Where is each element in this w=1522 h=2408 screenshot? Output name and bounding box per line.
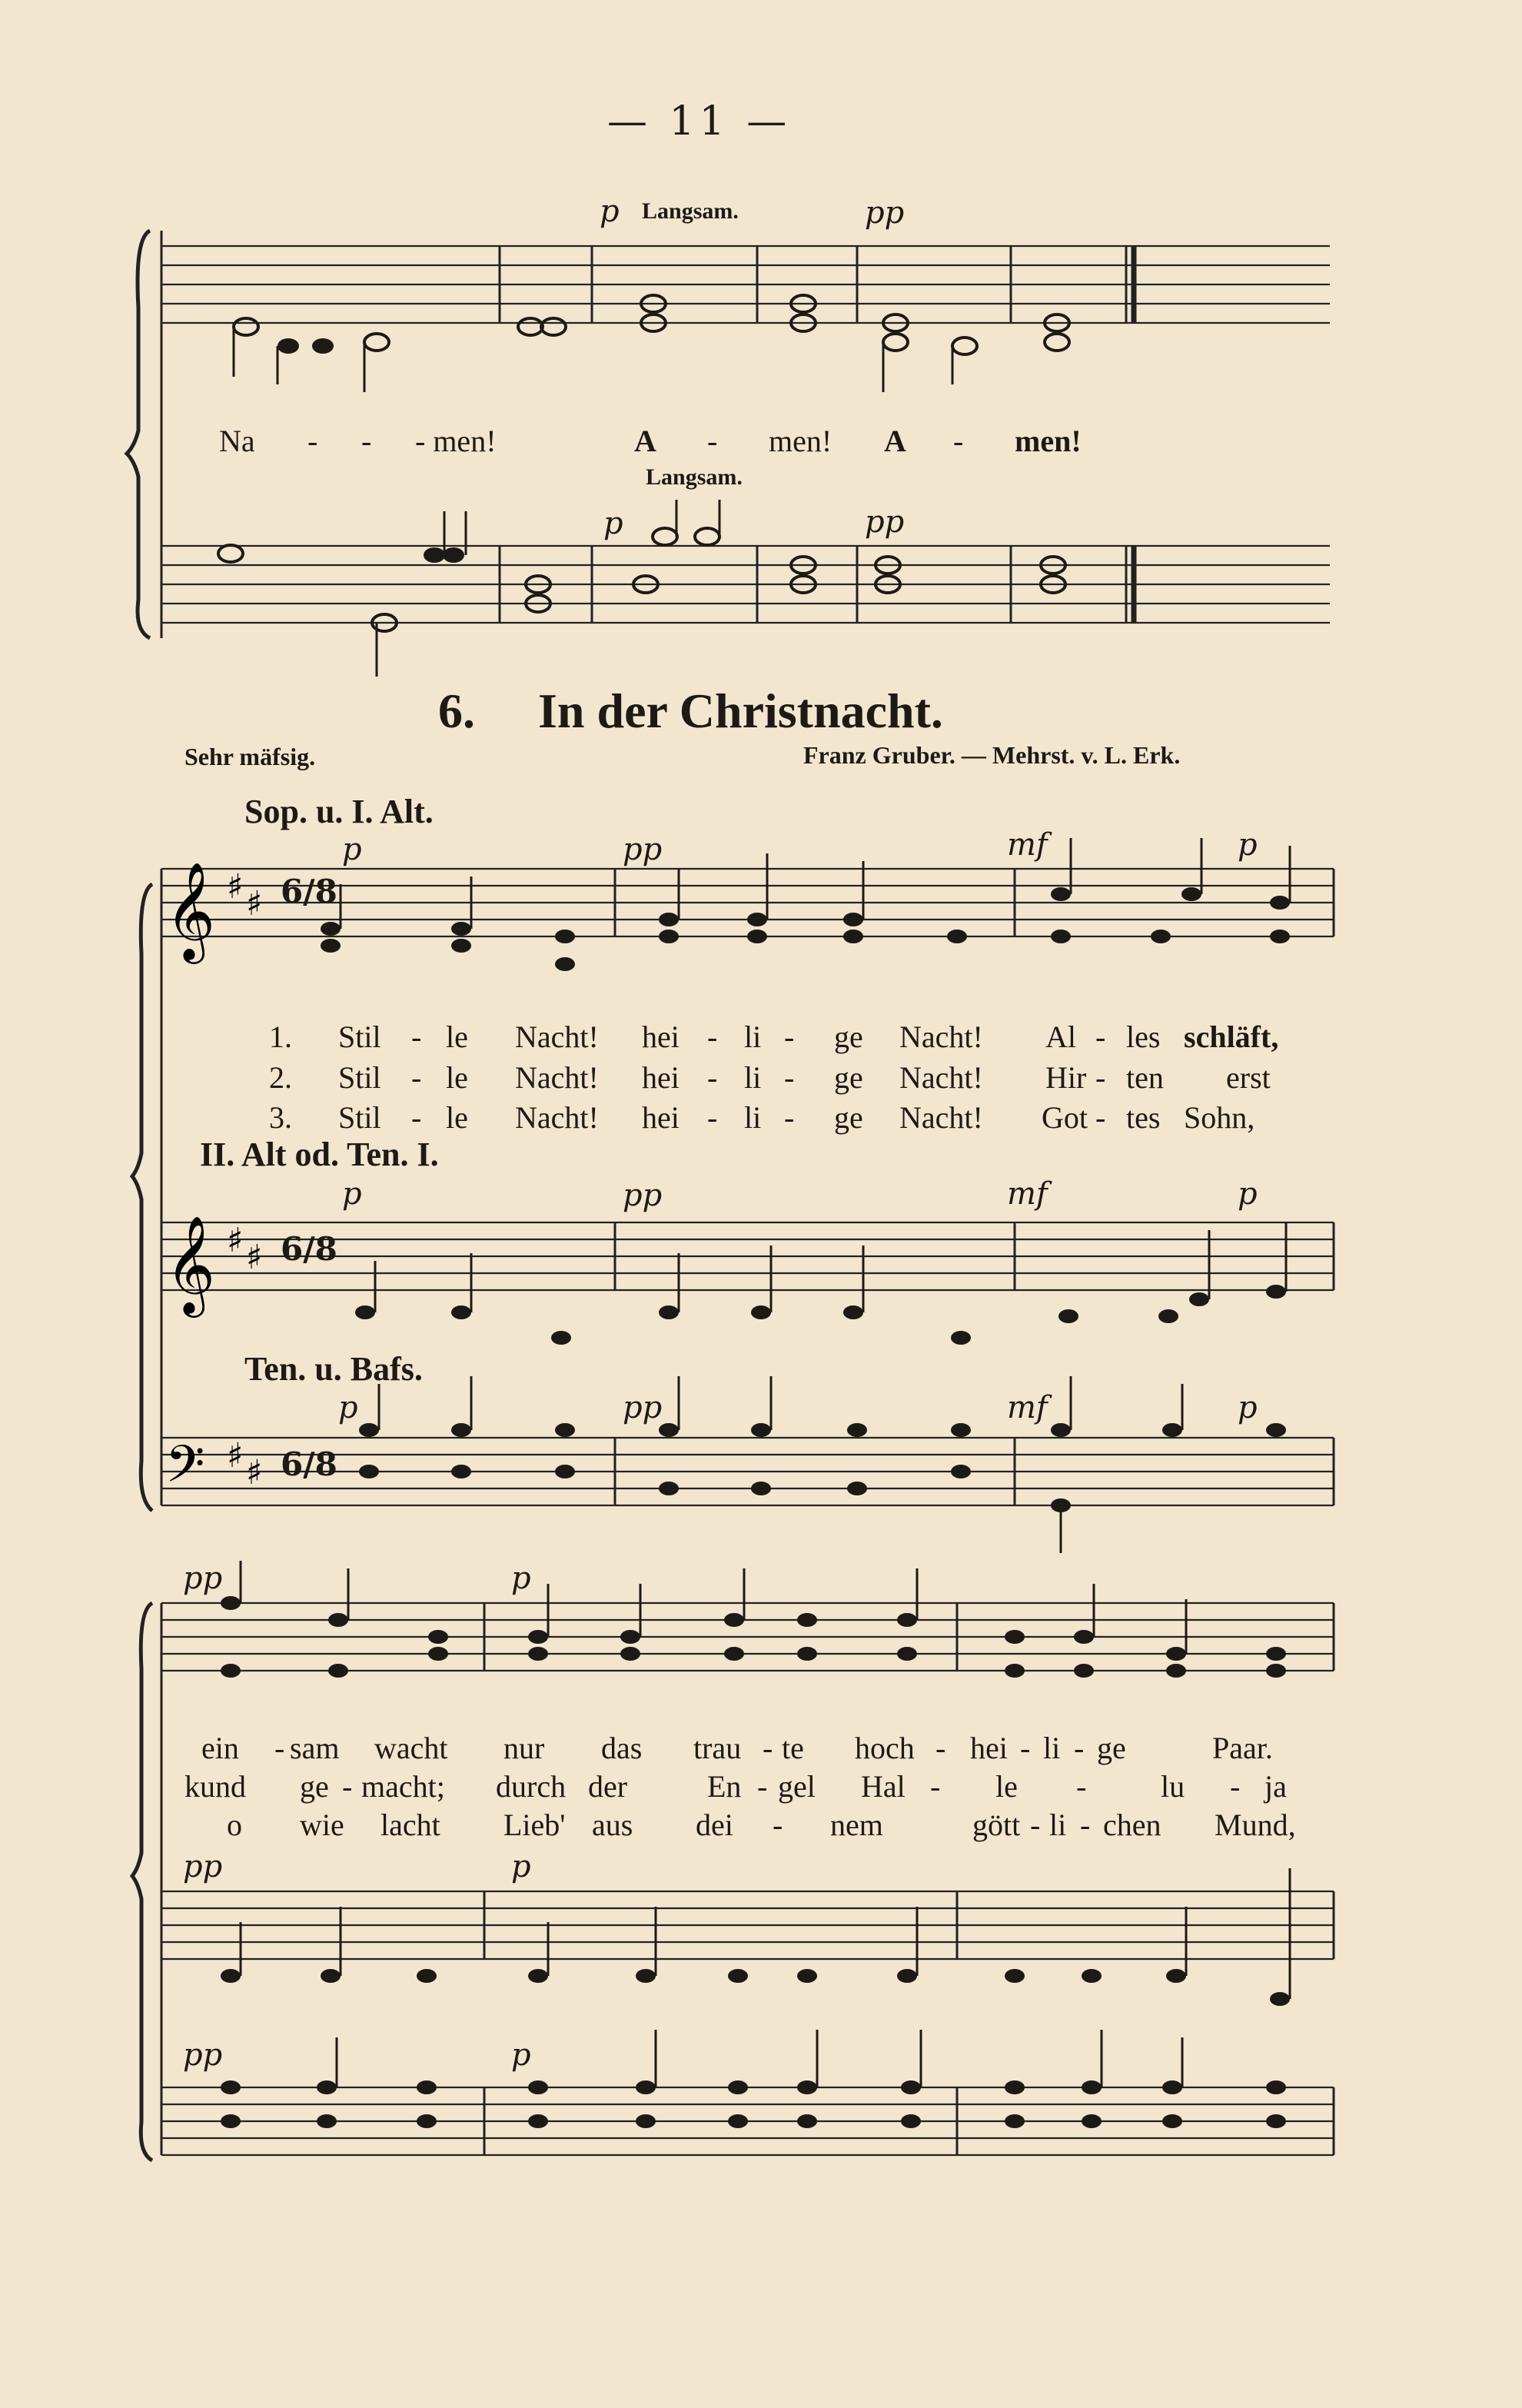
amen-brace	[127, 231, 150, 638]
sys2-mid-staff	[161, 1891, 1334, 1959]
time-signature-low: 6/8	[281, 1445, 337, 1483]
sys1-mid-dyn-2: mf	[1007, 1176, 1048, 1212]
sys2-brace	[132, 1603, 152, 2160]
voice-label-lower: Ten. u. Bafs.	[244, 1350, 423, 1388]
page-number: — 11 —	[607, 98, 792, 145]
svg-text:♯: ♯	[227, 1436, 244, 1475]
song-title: In der Christnacht.	[538, 683, 943, 738]
time-signature-mid: 6/8	[281, 1230, 337, 1268]
sys1-low-notes	[359, 1376, 1286, 1553]
composer-credit: Franz Gruber. — Mehrst. v. L. Erk.	[803, 741, 1181, 769]
sys2-top-dyn-1: p	[511, 1561, 531, 1596]
sys1-low-dyn-3: p	[1238, 1390, 1258, 1425]
sys2-mid-dyn-0: pp	[183, 1849, 223, 1884]
verse2-line2: kund ge - macht; durch der En - gel Hal - le - lu - ja	[184, 1769, 1287, 1804]
verse3-line1: 3. Stil - le Nacht! hei - li - ge Nacht! Got - tes Sohn,	[269, 1100, 1255, 1135]
amen-lyric-2: -	[361, 424, 372, 458]
amen-lyric-4: A	[634, 424, 656, 458]
sys2-low-dyn-1: p	[511, 2037, 531, 2073]
sys1-top-dyn-2: mf	[1007, 827, 1048, 863]
svg-text:♯: ♯	[246, 1453, 263, 1492]
amen-lyric-5: -	[707, 424, 718, 458]
svg-text:♯: ♯	[227, 1221, 244, 1260]
sys1-mid-notes	[355, 1222, 1286, 1345]
svg-text:♯: ♯	[246, 884, 263, 923]
svg-text:♯: ♯	[246, 1238, 263, 1277]
amen-lyric-1: -	[307, 424, 318, 458]
amen-lyric-7: A	[884, 424, 906, 458]
sys2-mid-notes	[221, 1868, 1290, 2006]
amen-tempo-upper: Langsam.	[642, 198, 739, 224]
amen-dynamic-pp-lower: pp	[865, 504, 905, 540]
amen-tempo-lower: Langsam.	[646, 464, 743, 490]
sys1-low-dyn-1: pp	[623, 1390, 663, 1425]
treble-clef-1: 𝄞	[165, 861, 216, 960]
sys1-brace	[132, 884, 152, 1511]
time-signature-top: 6/8	[281, 873, 337, 910]
amen-dynamic-pp-upper: pp	[865, 195, 905, 231]
amen-dynamic-p-lower: p	[603, 506, 623, 541]
sys1-top-dyn-1: pp	[623, 832, 663, 867]
treble-clef-2: 𝄞	[165, 1215, 216, 1313]
sys1-low-dyn-2: mf	[1007, 1390, 1048, 1425]
sys1-top-dyn-3: p	[1238, 827, 1258, 863]
verse1-line2: ein - sam wacht nur das trau - te hoch - hei - li - ge Paar.	[201, 1731, 1273, 1765]
amen-lyric-8: -	[953, 424, 964, 458]
verse1-line1: 1. Stil - le Nacht! hei - li - ge Nacht! Al - les schläft,	[269, 1019, 1279, 1054]
sys2-mid-dyn-1: p	[511, 1849, 531, 1884]
verse2-line1: 2. Stil - le Nacht! hei - li - ge Nacht! Hir - ten erst	[269, 1060, 1271, 1095]
amen-lower-notes	[218, 500, 1065, 677]
verse3-line2: o wie lacht Lieb' aus dei - nem gött - li - chen Mund,	[227, 1808, 1296, 1842]
amen-lyric-0: Na	[219, 424, 255, 458]
amen-lyric-9: men!	[1015, 424, 1082, 458]
sys1-top-notes	[321, 838, 1290, 971]
sys2-low-notes	[221, 2030, 1286, 2128]
sys1-mid-dyn-0: p	[342, 1176, 362, 1212]
sys1-mid-dyn-3: p	[1238, 1176, 1258, 1212]
sys2-low-dyn-0: pp	[183, 2037, 223, 2073]
amen-upper-notes	[234, 295, 1069, 392]
sys1-mid-dyn-1: pp	[623, 1178, 663, 1213]
amen-upper-staff	[161, 246, 1330, 323]
amen-dynamic-p-upper: p	[600, 194, 620, 229]
svg-text:♯: ♯	[227, 867, 244, 906]
amen-lyric-3: - men!	[415, 424, 497, 458]
amen-lyric-6: men!	[769, 424, 832, 458]
bass-clef-1: 𝄢	[165, 1435, 205, 1506]
sys1-low-dyn-0: p	[338, 1390, 358, 1425]
song-number: 6.	[438, 683, 475, 738]
sys1-top-dyn-0: p	[342, 832, 362, 867]
voice-label-upper: Sop. u. I. Alt.	[244, 793, 434, 830]
verse1-num: 1.	[269, 1019, 292, 1054]
sys2-top-dyn-0: pp	[183, 1561, 223, 1596]
amen-lower-staff	[161, 546, 1330, 623]
voice-label-middle: II. Alt od. Ten. I.	[200, 1136, 439, 1173]
tempo-marking: Sehr mäfsig.	[184, 743, 316, 770]
